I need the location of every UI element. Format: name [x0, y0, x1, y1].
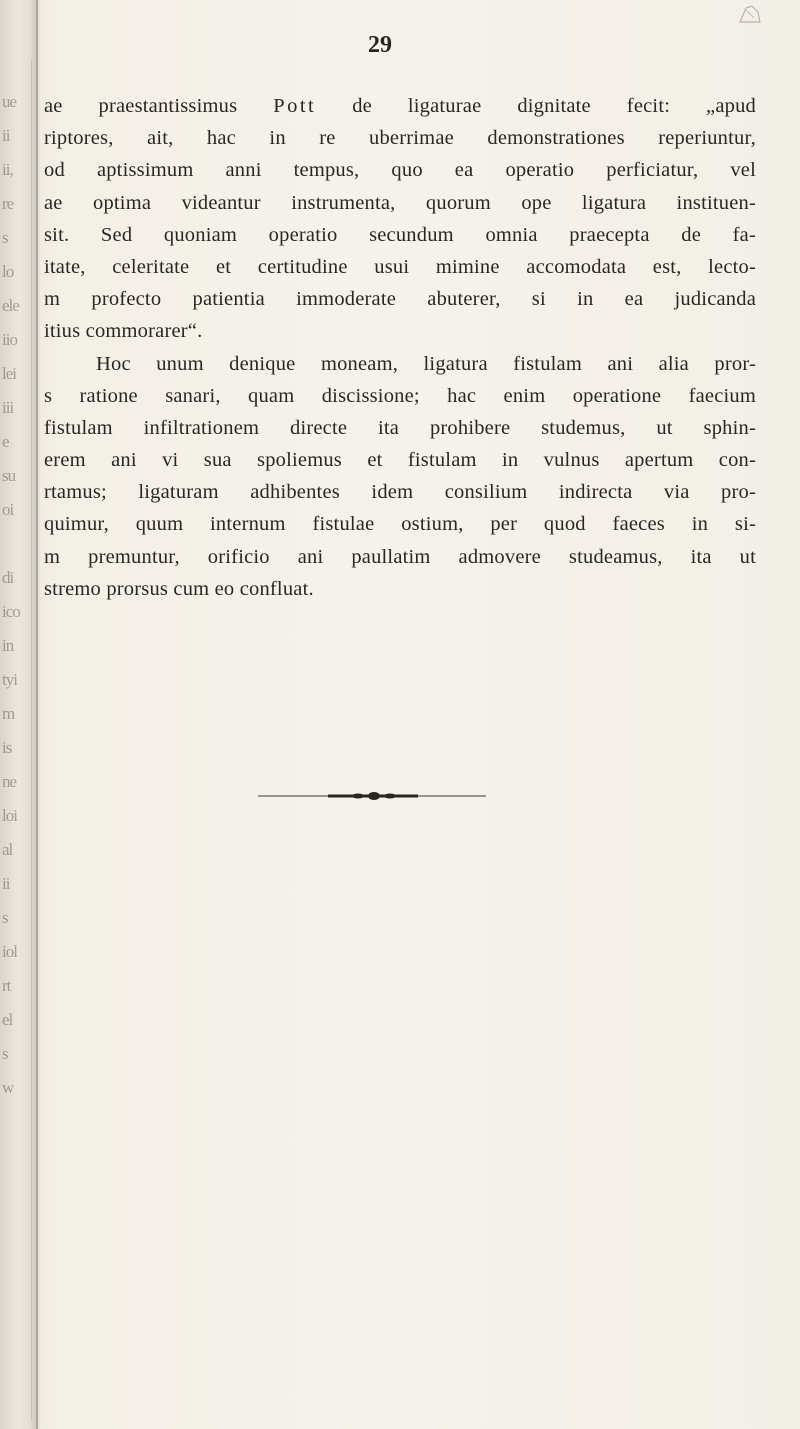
margin-fragment: in — [2, 636, 14, 655]
margin-fragment: m — [2, 704, 15, 723]
paragraph — [44, 90, 756, 348]
text-line: itius commorarer“. — [44, 320, 203, 343]
margin-fragment: oi — [2, 500, 14, 519]
ornamental-divider — [258, 790, 486, 802]
margin-fragment: ele — [2, 296, 19, 315]
text-line: stremo prorsus cum eo confluat. — [44, 577, 314, 600]
margin-fragment: iol — [2, 942, 17, 961]
margin-fragment: lei — [2, 364, 16, 383]
text-line: m premuntur, orificio ani paullatim admovere studeamus, ita ut — [44, 545, 756, 568]
text-line: s ratione sanari, quam discissione; hac enim operatione faecium — [44, 384, 756, 407]
margin-fragment: iio — [2, 330, 17, 349]
corner-stain-mark — [730, 2, 770, 24]
margin-fragment: loi — [2, 806, 17, 825]
text-line: sit. Sed quoniam operatio secundum omnia praecepta de fa- — [44, 223, 756, 246]
body-text — [44, 90, 756, 605]
margin-fragment: iii — [2, 398, 14, 417]
text-line: od aptissimum anni tempus, quo ea operatio perficiatur, vel — [44, 159, 756, 182]
page-number: 29 — [368, 32, 392, 58]
margin-fragment: s — [2, 228, 8, 247]
margin-fragment: e — [2, 432, 9, 451]
text-segment: ae praestantissimus — [44, 95, 274, 117]
margin-fragment: w — [2, 1078, 14, 1097]
margin-fragment: ue — [2, 92, 17, 111]
margin-fragment: su — [2, 466, 16, 485]
margin-fragment: s — [2, 908, 8, 927]
text-line: ae optima videantur instrumenta, quorum ope ligatura instituen- — [44, 191, 756, 214]
text-line: rtamus; ligaturam adhibentes idem consilium indirecta via pro- — [44, 481, 756, 504]
text-line: fistulam infiltrationem directe ita prohibere studemus, ut sphin- — [44, 416, 756, 439]
margin-fragment: is — [2, 738, 12, 757]
text-segment: de ligaturae dignitate fecit: „apud — [316, 95, 756, 117]
margin-fragment: ne — [2, 772, 17, 791]
text-line: Hoc unum denique moneam, ligatura fistulam ani alia pror- — [96, 352, 756, 375]
margin-fragment: di — [2, 568, 14, 587]
author-name: Pott — [273, 95, 317, 117]
text-line: m profecto patientia immoderate abuterer, si in ea judicanda — [44, 288, 756, 311]
text-line: quimur, quum internum fistulae ostium, per quod faeces in si- — [44, 513, 756, 536]
margin-fragment: ii — [2, 126, 10, 145]
text-line: riptores, ait, hac in re uberrimae demonstrationes reperiuntur, — [44, 127, 756, 150]
text-line: erem ani vi sua spoliemus et fistulam in vulnus apertum con- — [44, 449, 756, 472]
margin-fragment: ii — [2, 874, 10, 893]
margin-fragment: ico — [2, 602, 20, 621]
margin-fragment: lo — [2, 262, 14, 281]
text-line: itate, celeritate et certitudine usui mimine accomodata est, lecto- — [44, 255, 756, 278]
margin-fragment: al — [2, 840, 13, 859]
margin-fragment: rt — [2, 976, 11, 995]
margin-fragment: el — [2, 1010, 13, 1029]
paragraph — [44, 348, 756, 606]
margin-fragment: s — [2, 1044, 8, 1063]
margin-fragment: re — [2, 194, 14, 213]
margin-fragment: tyi — [2, 670, 17, 689]
facing-page-fragments — [0, 0, 40, 1429]
margin-fragment: ii, — [2, 160, 13, 179]
text-line — [44, 90, 756, 122]
